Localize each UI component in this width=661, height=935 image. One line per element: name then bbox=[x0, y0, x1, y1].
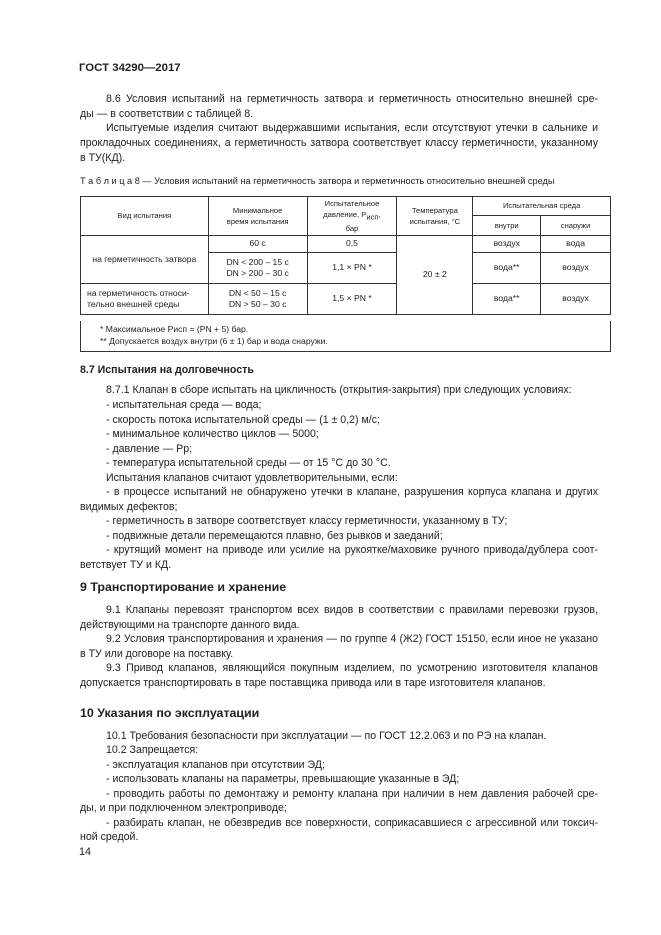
list-item: - скорость потока испытательной среды — (1 ± 0,2) м/с; bbox=[106, 414, 380, 426]
cell-medium-inside: вода** bbox=[473, 252, 541, 283]
list-item: - крутящий момент на приводе или усилие на рукоятке/маховике ручного привода/дублера соот- bbox=[106, 544, 598, 556]
header-test-type: Вид испытания bbox=[81, 197, 209, 236]
paragraph-8-6-line-2: ды — в соответствии с таблицей 8. bbox=[80, 108, 254, 120]
cell-medium-inside: вода** bbox=[473, 283, 541, 314]
cell-medium-inside: воздух bbox=[473, 235, 541, 252]
list-item-continuation: ветствует ТУ и КД. bbox=[80, 559, 172, 571]
section-10-title: 10 Указания по эксплуатации bbox=[80, 706, 260, 720]
test-conditions-table bbox=[80, 196, 611, 315]
paragraph-8-7-1: 8.7.1 Клапан в сборе испытать на цикличность (открытия-закрытия) при следующих условиях: bbox=[106, 384, 572, 396]
paragraph-10-2: 10.2 Запрещается: bbox=[106, 744, 199, 756]
table-row bbox=[81, 283, 611, 314]
cell-medium-outside: воздух bbox=[541, 283, 611, 314]
list-item: - использовать клапаны на параметры, превышающие указанные в ЭД; bbox=[106, 773, 460, 785]
paragraph-9-3-line-2: допускается транспортировать в таре поставщика привода или в таре изготовителя клапанов. bbox=[80, 677, 546, 689]
paragraph-criteria: Испытания клапанов считают удовлетворительными, если: bbox=[106, 472, 398, 484]
list-item: - давление — Pр; bbox=[106, 443, 193, 455]
table-header-row bbox=[81, 197, 611, 216]
cell-time: DN < 50 – 15 с DN > 50 – 30 с bbox=[208, 283, 307, 314]
section-8-7-title: 8.7 Испытания на долговечность bbox=[80, 364, 254, 376]
table-note-1: * Максимальное Pисп = (PN + 5) бар. bbox=[100, 324, 249, 334]
cell-pressure: 1,5 × PN * bbox=[307, 283, 397, 314]
list-item: - подвижные детали перемещаются плавно, без рывков и заеданий; bbox=[106, 530, 443, 542]
header-temperature: Температура испытания, °С bbox=[397, 197, 473, 236]
cell-medium-outside: воздух bbox=[541, 252, 611, 283]
cell-medium-outside: вода bbox=[541, 235, 611, 252]
row-external-tightness-type: на герметичность относи- тельно внешней среды bbox=[81, 283, 209, 314]
list-item: - в процессе испытаний не обнаружено утечки в клапане, разрушения корпуса клапана и других bbox=[106, 486, 598, 498]
cell-temperature: 20 ± 2 bbox=[397, 235, 473, 314]
cell-pressure: 0,5 bbox=[307, 235, 397, 252]
paragraph-acceptance-line-1: Испытуемые изделия считают выдержавшими испытания, если отсутствуют утечки в сальнике и bbox=[106, 122, 598, 134]
list-item-continuation: ной средой. bbox=[80, 831, 139, 843]
cell-pressure: 1,1 × PN * bbox=[307, 252, 397, 283]
paragraph-10-1: 10.1 Требования безопасности при эксплуатации — по ГОСТ 12.2.063 и по РЭ на клапан. bbox=[106, 730, 547, 742]
paragraph-8-6-line-1: 8.6 Условия испытаний на герметичность затвора и герметичность относительно внешней сре- bbox=[106, 93, 598, 105]
row-seat-tightness-type: на герметичность затвора bbox=[81, 235, 209, 283]
table-caption-prefix: Т а б л и ц а bbox=[80, 176, 133, 186]
header-test-medium: Испытательная среда bbox=[473, 197, 611, 216]
list-item-continuation: видимых дефектов; bbox=[80, 501, 178, 513]
list-item: - испытательная среда — вода; bbox=[106, 399, 262, 411]
table-notes bbox=[80, 321, 611, 352]
document-header: ГОСТ 34290—2017 bbox=[79, 62, 181, 74]
paragraph-acceptance-line-2: прокладочных соединениях, а герметичность затвора соответствует классу герметичности, указанному bbox=[80, 137, 598, 149]
list-item: - проводить работы по демонтажу и ремонту клапана при наличии в нем давления рабочей сре- bbox=[106, 788, 598, 800]
table-row bbox=[81, 235, 611, 252]
paragraph-9-3-line-1: 9.3 Привод клапанов, являющийся покупным изделием, по усмотрению изготовителя клапанов bbox=[106, 662, 598, 674]
list-item: - эксплуатация клапанов при отсутствии ЭД; bbox=[106, 759, 325, 771]
paragraph-9-2-line-2: в ТУ или договоре на поставку. bbox=[80, 648, 234, 660]
header-medium-inside: внутри bbox=[473, 215, 541, 235]
list-item: - минимальное количество циклов — 5000; bbox=[106, 428, 319, 440]
table-note-2: ** Допускается воздух внутри (6 ± 1) бар и вода снаружи. bbox=[100, 336, 328, 346]
list-item-continuation: ды, и при подключенном электроприводе; bbox=[80, 802, 287, 814]
paragraph-acceptance-line-3: в ТУ(КД). bbox=[80, 152, 126, 164]
cell-time: DN < 200 – 15 с DN > 200 – 30 с bbox=[208, 252, 307, 283]
cell-time: 60 с bbox=[208, 235, 307, 252]
table-caption bbox=[80, 176, 554, 186]
page-number: 14 bbox=[79, 846, 92, 858]
paragraph-9-1-line-1: 9.1 Клапаны перевозят транспортом всех видов в соответствии с правилами перевозки грузов, bbox=[106, 604, 598, 616]
header-medium-outside: снаружи bbox=[541, 215, 611, 235]
table-caption-text: 8 — Условия испытаний на герметичность затвора и герметичность относительно внешней среды bbox=[134, 176, 555, 186]
section-9-title: 9 Транспортирование и хранение bbox=[80, 580, 287, 594]
paragraph-9-1-line-2: действующими на транспорте данного вида. bbox=[80, 619, 300, 631]
list-item: - температура испытательной среды — от 15 °С до 30 °С. bbox=[106, 457, 391, 469]
list-item: - герметичность в затворе соответствует классу герметичности, указанному в ТУ; bbox=[106, 515, 508, 527]
list-item: - разбирать клапан, не обезвредив все поверхности, соприкасавшиеся с агрессивной или токсич- bbox=[106, 817, 598, 829]
paragraph-9-2-line-1: 9.2 Условия транспортирования и хранения — по группе 4 (Ж2) ГОСТ 15150, если иное не указано bbox=[106, 633, 598, 645]
header-min-time: Минимальное время испытания bbox=[208, 197, 307, 236]
header-pressure: Испытательное давление, $P_{исп}$, бар bbox=[307, 197, 397, 236]
